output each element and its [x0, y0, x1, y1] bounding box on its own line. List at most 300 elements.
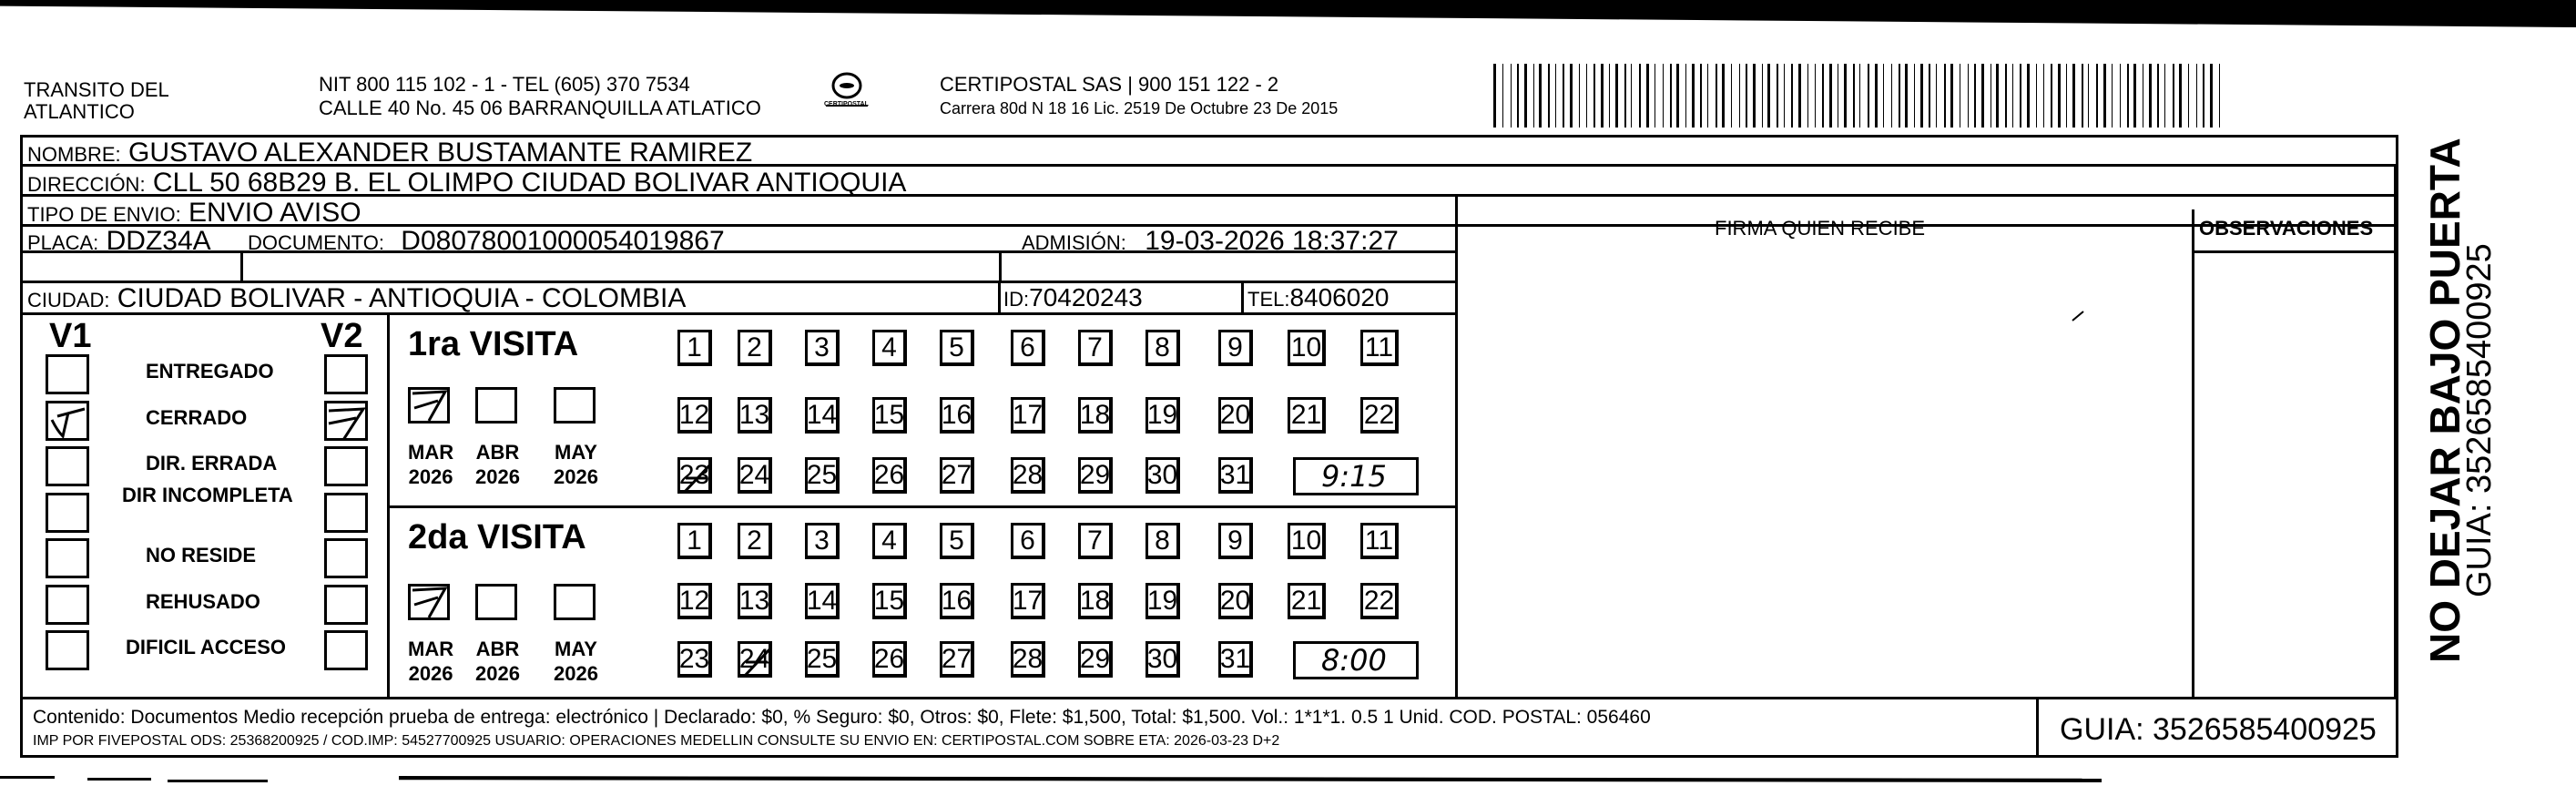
day-number: 19 — [1146, 585, 1178, 616]
admision-label: ADMISIÓN: — [1022, 231, 1126, 254]
day-cell[interactable] — [1218, 523, 1253, 559]
signature-tick — [2071, 310, 2085, 322]
status-label: REHUSADO — [146, 590, 260, 613]
v1-label: V1 — [49, 317, 92, 355]
v1-checkbox[interactable] — [46, 630, 89, 670]
day-number: 27 — [941, 459, 972, 490]
day-number: 11 — [1364, 525, 1394, 556]
day-cell[interactable] — [940, 641, 974, 678]
month-name: MAY — [555, 638, 597, 660]
day-cell[interactable] — [1011, 330, 1045, 366]
day-cell[interactable] — [805, 457, 840, 494]
barcode-bar — [1533, 64, 1534, 128]
v2-checkbox[interactable] — [324, 401, 368, 441]
direccion-value: CLL 50 68B29 B. EL OLIMPO CIUDAD BOLIVAR ANTIOQUIA — [152, 168, 907, 198]
barcode-bar — [1555, 64, 1556, 128]
day-number: 16 — [941, 399, 972, 430]
day-number: 18 — [1079, 585, 1111, 616]
barcode-bar — [2149, 64, 2152, 128]
day-cell[interactable] — [1360, 523, 1399, 559]
month-label — [475, 440, 520, 489]
barcode-bar — [1739, 64, 1740, 128]
barcode-bar — [1731, 64, 1732, 128]
scan-top-edge — [0, 0, 2576, 27]
barcode-bar — [1746, 64, 1747, 128]
side-guia: GUIA: 3526585400925 — [2460, 243, 2499, 597]
day-cell[interactable] — [940, 583, 974, 619]
day-cell[interactable] — [872, 397, 907, 434]
day-cell[interactable] — [1145, 397, 1180, 434]
barcode-bar — [2157, 64, 2159, 128]
certipostal-logo-icon — [824, 71, 870, 117]
day-number: 3 — [814, 332, 830, 362]
handwritten-time: 8:00 — [1321, 643, 1387, 678]
day-cell[interactable] — [1078, 641, 1113, 678]
ciudad-label: CIUDAD: — [27, 289, 110, 311]
month-name: MAR — [408, 441, 454, 464]
barcode-bar — [1548, 64, 1550, 128]
barcode-bar — [1914, 64, 1915, 128]
status-label: NO RESIDE — [146, 544, 257, 566]
day-cell[interactable] — [805, 397, 840, 434]
day-cell[interactable] — [1078, 330, 1113, 366]
v1-checkbox[interactable] — [46, 493, 89, 533]
day-number: 3 — [814, 525, 830, 556]
month-year: 2026 — [408, 662, 453, 685]
barcode-bar — [2082, 64, 2083, 128]
status-label: DIR. ERRADA — [146, 452, 278, 475]
barcode-bar — [1624, 64, 1626, 128]
day-cell[interactable] — [1011, 397, 1045, 434]
day-number: 12 — [678, 585, 710, 616]
day-number: 6 — [1020, 332, 1035, 362]
barcode-bar — [1767, 64, 1770, 128]
day-number: 29 — [1079, 643, 1111, 674]
barcode — [1493, 64, 2226, 128]
barcode-bar — [1815, 64, 1816, 128]
day-cell[interactable] — [738, 397, 772, 434]
barcode-bar — [1639, 64, 1641, 128]
day-number: 7 — [1087, 525, 1103, 556]
day-number: 29 — [1079, 459, 1111, 490]
barcode-bar — [2058, 64, 2061, 128]
month-checkbox[interactable] — [408, 584, 450, 620]
barcode-bar — [1807, 64, 1808, 128]
day-number: 27 — [941, 643, 972, 674]
barcode-bar — [1829, 64, 1832, 128]
barcode-bar — [1539, 64, 1542, 128]
month-name: ABR — [475, 638, 520, 660]
month-checkbox[interactable] — [475, 584, 517, 620]
day-cell[interactable] — [1218, 397, 1253, 434]
day-cell[interactable] — [677, 583, 712, 619]
day-cell[interactable] — [738, 583, 772, 619]
day-cell[interactable] — [805, 583, 840, 619]
barcode-bar — [1891, 64, 1892, 128]
day-cell[interactable] — [1288, 583, 1326, 619]
barcode-bar — [1974, 64, 1976, 128]
day-cell[interactable] — [677, 523, 712, 559]
scan-bottom-mark — [0, 776, 55, 779]
barcode-bar — [2112, 64, 2113, 128]
day-cell[interactable] — [1011, 457, 1045, 494]
day-number: 17 — [1012, 585, 1044, 616]
barcode-bar — [1586, 64, 1587, 128]
barcode-bar — [1517, 64, 1519, 128]
barcode-bar — [2020, 64, 2021, 128]
scan-bottom-mark — [87, 778, 151, 781]
v1-checkbox[interactable] — [46, 401, 89, 441]
observaciones-header: OBSERVACIONES — [2199, 217, 2374, 240]
day-number: 14 — [806, 585, 838, 616]
v2-checkbox[interactable] — [324, 446, 368, 486]
day-cell[interactable] — [1218, 641, 1253, 678]
barcode-bar — [2036, 64, 2037, 128]
admision-value: 19-03-2026 18:37:27 — [1145, 226, 1399, 256]
v1-checkbox[interactable] — [46, 354, 89, 394]
month-label — [408, 440, 453, 489]
org-line-2: ATLANTICO — [24, 100, 135, 123]
status-label: DIR INCOMPLETA — [122, 484, 293, 506]
day-cell[interactable] — [1360, 330, 1399, 366]
day-cell[interactable] — [805, 523, 840, 559]
barcode-bar — [1502, 64, 1503, 128]
id-field — [1003, 285, 1143, 311]
day-number: 20 — [1219, 585, 1251, 616]
footer-print-info: IMP POR FIVEPOSTAL ODS: 25368200925 / COD.IMP: 54527700925 USUARIO: OPERACIONES MEDELLIN CONSULTE SU ENVIO EN: CERTIPOSTAL.COM SOBRE ETA: 2026-03-23 D+2 — [33, 733, 1280, 749]
barcode-bar — [1563, 64, 1564, 128]
day-cell[interactable] — [805, 330, 840, 366]
v2-checkbox[interactable] — [324, 630, 368, 670]
day-number: 4 — [881, 525, 897, 556]
month-name: MAY — [555, 441, 597, 464]
day-number: 14 — [806, 399, 838, 430]
day-cell[interactable] — [738, 523, 772, 559]
month-checkbox[interactable] — [554, 584, 596, 620]
barcode-bar — [2096, 64, 2098, 128]
day-number: 13 — [738, 585, 770, 616]
barcode-bar — [1524, 64, 1527, 128]
day-cell[interactable] — [1218, 330, 1253, 366]
day-number: 24 — [738, 643, 770, 674]
month-label — [554, 440, 598, 489]
month-checkbox[interactable] — [475, 387, 517, 424]
day-cell[interactable] — [1011, 523, 1045, 559]
day-number: 6 — [1020, 525, 1035, 556]
day-cell[interactable] — [677, 330, 712, 366]
day-number: 23 — [678, 459, 710, 490]
direccion-label: DIRECCIÓN: — [27, 173, 146, 196]
day-number: 28 — [1012, 459, 1044, 490]
barcode-bar — [1615, 64, 1618, 128]
company-line-1: CERTIPOSTAL SAS | 900 151 122 - 2 — [940, 73, 1279, 96]
day-cell[interactable] — [1288, 397, 1326, 434]
day-number: 2 — [747, 525, 762, 556]
day-number: 1 — [687, 525, 702, 556]
day-number: 2 — [747, 332, 762, 362]
check-mark-icon — [327, 403, 367, 440]
month-year: 2026 — [475, 662, 520, 685]
barcode-bar — [1692, 64, 1695, 128]
day-strike-mark — [680, 460, 715, 496]
day-cell[interactable] — [872, 641, 907, 678]
visit-title: 2da VISITA — [408, 518, 586, 556]
day-number: 9 — [1227, 332, 1243, 362]
day-number: 11 — [1364, 332, 1394, 362]
month-name: MAR — [408, 638, 454, 660]
day-cell[interactable] — [738, 330, 772, 366]
barcode-bar — [1996, 64, 1999, 128]
barcode-bar — [1798, 64, 1801, 128]
documento-label: DOCUMENTO: — [248, 231, 384, 254]
tel-value: 8406020 — [1289, 283, 1390, 311]
day-number: 30 — [1146, 643, 1178, 674]
nombre-value: GUSTAVO ALEXANDER BUSTAMANTE RAMIREZ — [128, 138, 753, 168]
v1-checkbox[interactable] — [46, 538, 89, 578]
barcode-bar — [1822, 64, 1824, 128]
company-line-2: Carrera 80d N 18 16 Lic. 2519 De Octubre 23 De 2015 — [940, 99, 1339, 117]
placa-value: DDZ34A — [106, 226, 211, 256]
day-number: 26 — [873, 643, 905, 674]
barcode-bar — [1791, 64, 1793, 128]
day-cell[interactable] — [872, 330, 907, 366]
day-cell[interactable] — [805, 641, 840, 678]
barcode-bar — [1511, 64, 1512, 128]
day-cell[interactable] — [1360, 397, 1399, 434]
barcode-bar — [2219, 64, 2220, 128]
documento-field — [248, 228, 725, 255]
status-label: CERRADO — [146, 406, 248, 429]
logo-text: CERTIPOSTAL — [824, 101, 869, 107]
day-number: 25 — [806, 643, 838, 674]
day-number: 8 — [1155, 332, 1170, 362]
barcode-bar — [1784, 64, 1785, 128]
barcode-bar — [2088, 64, 2089, 128]
day-number: 10 — [1290, 525, 1322, 556]
v2-checkbox[interactable] — [324, 538, 368, 578]
day-number: 5 — [949, 525, 964, 556]
day-number: 30 — [1146, 459, 1178, 490]
tipo-envio-field — [27, 199, 361, 227]
barcode-bar — [1670, 64, 1672, 128]
day-cell[interactable] — [1145, 457, 1180, 494]
barcode-bar — [2005, 64, 2007, 128]
month-year: 2026 — [554, 662, 598, 685]
day-number: 22 — [1363, 399, 1395, 430]
day-cell[interactable] — [1078, 457, 1113, 494]
tel-field — [1247, 285, 1389, 311]
day-number: 7 — [1087, 332, 1103, 362]
day-cell[interactable] — [738, 457, 772, 494]
nit-line-1: NIT 800 115 102 - 1 - TEL (605) 370 7534 — [319, 73, 690, 96]
footer-guia: GUIA: 3526585400925 — [2060, 712, 2377, 747]
barcode-bar — [2188, 64, 2189, 128]
barcode-bar — [1493, 64, 1496, 128]
barcode-bar — [1753, 64, 1756, 128]
barcode-bar — [2103, 64, 2106, 128]
day-number: 31 — [1219, 643, 1251, 674]
nombre-field — [27, 139, 752, 167]
day-cell[interactable] — [940, 397, 974, 434]
month-label — [475, 637, 520, 686]
month-checkbox[interactable] — [554, 387, 596, 424]
day-number: 12 — [678, 399, 710, 430]
day-cell[interactable] — [1078, 583, 1113, 619]
month-year: 2026 — [408, 465, 453, 488]
day-cell[interactable] — [1360, 583, 1399, 619]
day-cell[interactable] — [1218, 583, 1253, 619]
day-number: 25 — [806, 459, 838, 490]
barcode-bar — [2196, 64, 2197, 128]
v2-label: V2 — [321, 317, 363, 355]
day-cell[interactable] — [940, 523, 974, 559]
barcode-bar — [2072, 64, 2075, 128]
barcode-bar — [2210, 64, 2213, 128]
placa-label: PLACA: — [27, 231, 99, 254]
barcode-bar — [2066, 64, 2067, 128]
id-value: 70420243 — [1029, 283, 1143, 311]
side-warning: NO DEJAR BAJO PUERTA — [2421, 138, 2469, 663]
barcode-bar — [1944, 64, 1946, 128]
id-label: ID: — [1003, 288, 1030, 311]
day-cell[interactable] — [1011, 583, 1045, 619]
nit-line-2: CALLE 40 No. 45 06 BARRANQUILLA ATLATICO — [319, 97, 761, 119]
v1-checkbox[interactable] — [46, 446, 89, 486]
month-label — [554, 637, 598, 686]
v2-checkbox[interactable] — [324, 585, 368, 625]
barcode-bar — [2133, 64, 2136, 128]
footer-content: Contenido: Documentos Medio recepción prueba de entrega: electrónico | Declarado: $0, % Seguro: $0, Otros: $0, Flete: $1,500, Total: $1,500. Vol.: 1*1*1. 0.5 1 Unid. COD. POSTAL: 056460 — [33, 707, 1651, 728]
day-number: 5 — [949, 332, 964, 362]
month-checkbox[interactable] — [408, 387, 450, 424]
day-cell[interactable] — [940, 330, 974, 366]
barcode-bar — [1899, 64, 1900, 128]
day-cell[interactable] — [738, 641, 772, 678]
barcode-bar — [1981, 64, 1984, 128]
day-cell[interactable] — [677, 641, 712, 678]
day-number: 18 — [1079, 399, 1111, 430]
barcode-bar — [1700, 64, 1702, 128]
day-number: 13 — [738, 399, 770, 430]
day-cell[interactable] — [1288, 523, 1326, 559]
barcode-bar — [1950, 64, 1953, 128]
day-number: 4 — [881, 332, 897, 362]
barcode-bar — [1570, 64, 1573, 128]
v2-checkbox[interactable] — [324, 493, 368, 533]
day-cell[interactable] — [1145, 641, 1180, 678]
day-number: 31 — [1219, 459, 1251, 490]
barcode-bar — [1676, 64, 1679, 128]
day-number: 9 — [1227, 525, 1243, 556]
barcode-bar — [1905, 64, 1908, 128]
day-cell[interactable] — [1288, 330, 1326, 366]
barcode-bar — [2127, 64, 2129, 128]
barcode-bar — [2012, 64, 2013, 128]
ciudad-field — [27, 285, 686, 312]
day-cell[interactable] — [1078, 397, 1113, 434]
day-cell[interactable] — [1145, 523, 1180, 559]
barcode-bar — [1929, 64, 1930, 128]
day-cell[interactable] — [1145, 583, 1180, 619]
day-number: 17 — [1012, 399, 1044, 430]
barcode-bar — [1579, 64, 1580, 128]
org-line-1: TRANSITO DEL — [24, 78, 169, 101]
nombre-label: NOMBRE: — [27, 143, 121, 166]
ciudad-value: CIUDAD BOLIVAR - ANTIOQUIA - COLOMBIA — [117, 283, 687, 313]
day-number: 8 — [1155, 525, 1170, 556]
day-cell[interactable] — [940, 457, 974, 494]
day-cell[interactable] — [872, 583, 907, 619]
day-number: 10 — [1290, 332, 1322, 362]
barcode-bar — [1593, 64, 1595, 128]
v2-checkbox[interactable] — [324, 354, 368, 394]
barcode-bar — [1859, 64, 1860, 128]
day-number: 22 — [1363, 585, 1395, 616]
day-number: 15 — [873, 399, 905, 430]
barcode-bar — [1663, 64, 1664, 128]
day-cell[interactable] — [1078, 523, 1113, 559]
status-label: ENTREGADO — [146, 360, 274, 383]
check-mark-icon — [411, 587, 449, 619]
tipo-envio-label: TIPO DE ENVIO: — [27, 203, 181, 226]
barcode-bar — [1685, 64, 1686, 128]
barcode-bar — [1883, 64, 1884, 128]
barcode-bar — [1716, 64, 1717, 128]
barcode-bar — [1631, 64, 1632, 128]
barcode-bar — [2027, 64, 2030, 128]
day-cell[interactable] — [1145, 330, 1180, 366]
day-number: 1 — [687, 332, 702, 362]
day-cell[interactable] — [1218, 457, 1253, 494]
barcode-bar — [1920, 64, 1923, 128]
time-box[interactable] — [1293, 641, 1419, 679]
firma-header: FIRMA QUIEN RECIBE — [1715, 217, 1926, 240]
day-strike-mark — [740, 644, 775, 680]
barcode-bar — [1844, 64, 1847, 128]
day-number: 19 — [1146, 399, 1178, 430]
day-number: 28 — [1012, 643, 1044, 674]
barcode-bar — [1707, 64, 1708, 128]
admision-field — [1022, 228, 1399, 255]
day-cell[interactable] — [872, 457, 907, 494]
tipo-envio-value: ENVIO AVISO — [188, 198, 361, 228]
barcode-bar — [2179, 64, 2182, 128]
barcode-bar — [1609, 64, 1610, 128]
status-label: DIFICIL ACCESO — [126, 636, 287, 658]
v1-checkbox[interactable] — [46, 585, 89, 625]
direccion-field — [27, 169, 906, 197]
scan-bottom-mark — [399, 776, 2102, 782]
barcode-bar — [1777, 64, 1778, 128]
barcode-bar — [2120, 64, 2121, 128]
day-cell[interactable] — [1011, 641, 1045, 678]
documento-value: D08078001000054019867 — [401, 226, 725, 256]
barcode-bar — [1722, 64, 1725, 128]
barcode-bar — [1968, 64, 1969, 128]
barcode-bar — [2043, 64, 2044, 128]
day-cell[interactable] — [677, 457, 712, 494]
month-year: 2026 — [554, 465, 598, 488]
barcode-bar — [1868, 64, 1869, 128]
time-box[interactable] — [1293, 457, 1419, 495]
barcode-bar — [1853, 64, 1855, 128]
day-number: 15 — [873, 585, 905, 616]
day-cell[interactable] — [872, 523, 907, 559]
placa-field — [27, 228, 211, 255]
day-cell[interactable] — [677, 397, 712, 434]
day-number: 20 — [1219, 399, 1251, 430]
month-year: 2026 — [475, 465, 520, 488]
